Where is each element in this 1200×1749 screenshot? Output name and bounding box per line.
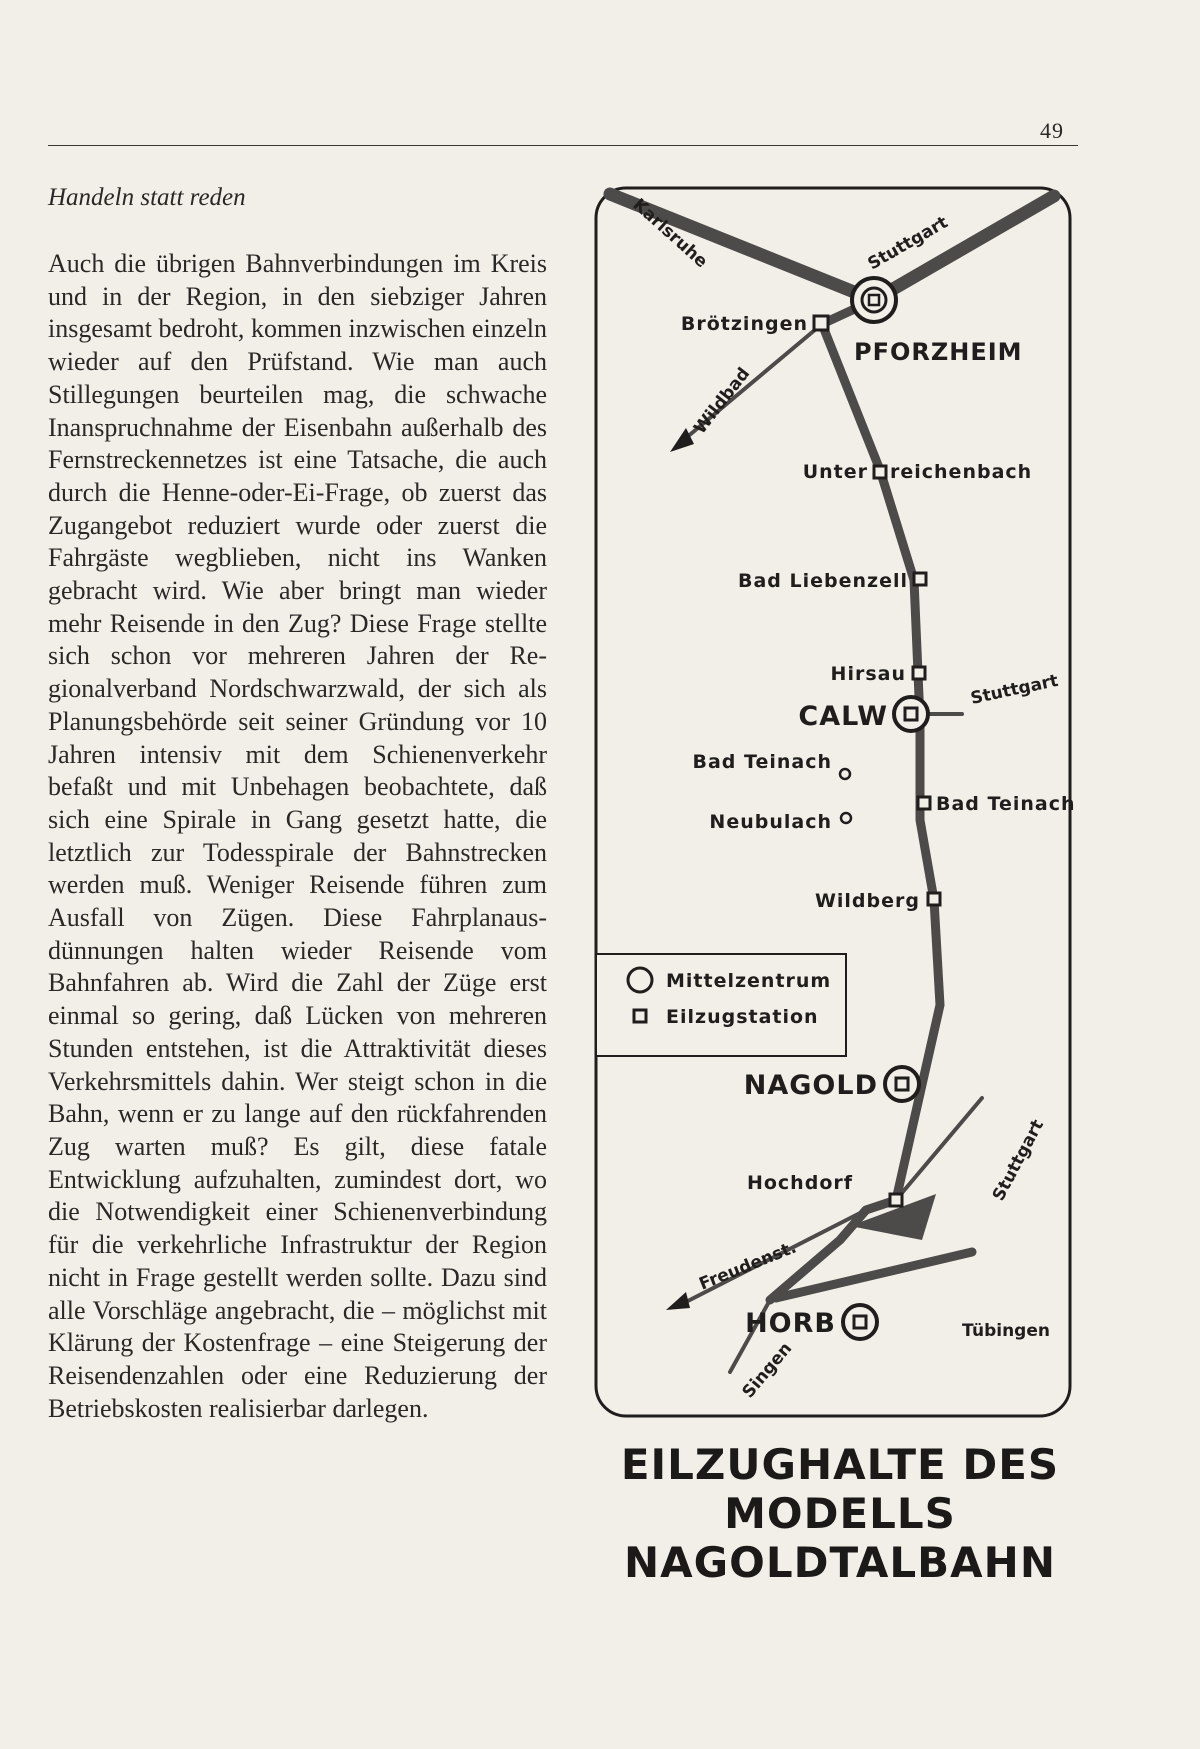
label-neubulach: Neubulach bbox=[709, 811, 832, 833]
label-bad-teinach-town: Bad Teinach bbox=[692, 751, 832, 773]
label-bad-teinach-station: Bad Teinach bbox=[936, 793, 1076, 815]
label-horb: HORB bbox=[745, 1308, 836, 1339]
direction-label-stuttgart-top: Stuttgart bbox=[864, 212, 952, 275]
label-bad-liebenzell: Bad Liebenzell bbox=[737, 570, 908, 592]
direction-label-stuttgart-nagold: Stuttgart bbox=[988, 1116, 1049, 1205]
direction-label-stuttgart-calw: Stuttgart bbox=[968, 670, 1060, 709]
header-rule bbox=[48, 145, 1078, 146]
town-bad-teinach bbox=[840, 769, 850, 779]
station-reichenbach bbox=[874, 466, 886, 478]
article-body: Auch die übrigen Bahnverbindungen im Kreis und in der Region, in den siebziger Jahren insgesamt bedroht, kommen inzwischen einzeln wieder auf den Prüfstand. Wie man auch Stillegungen beurteilen mag, die schwache Inanspruchnahme der Eisenbahn außerhalb des Fernstreckennetzes ist eine Tatsache, die auch durch die Henne-oder-Ei-Frage, ob zuerst das Zugangebot reduziert wurde oder zuerst die Fahrgäste wegblieben, nicht ins Wanken gebracht wird. Wie aber bringt man wieder mehr Reisende in den Zug? Diese Frage stellte sich schon vor mehreren Jahren der Regionalverband Nordschwarzwald, der sich als Planungsbehörde seit seiner Gründung vor 10 Jahren intensiv mit dem Schienenverkehr befaßt und mit Unbehagen beobachtete, daß sich eine Spirale in Gang gesetzt hatte, die letztlich zur Todesspirale der Bahnstrecken werden muß. Weniger Reisende führen zum Ausfall von Zügen. Diese Fahrplanausdünnungen halten wieder Reisende vom Bahnfahren ab. Wird die Zahl der Züge erst einmal so gering, daß Lücken von mehreren Stunden entstehen, ist die Attraktivität dieses Verkehrsmittels dahin. Wer steigt schon in die Bahn, wenn er zu lange auf den rückfahrenden Zug warten muß? Es gilt, diese fatale Entwicklung aufzuhalten, zumindest dort, wo die Notwendigkeit einer Schienenverbindung für die verkehrliche Infrastruktur der Region nicht in Frage gestellt werden sollte. Dazu sind alle Vorschläge angebracht, die – möglichst mit Klärung der Kostenfrage – eine Steigerung der Reisendenzahlen oder eine Reduzierung der Betriebskosten realisierbar darlegen. bbox=[48, 249, 547, 1423]
station-broetzingen bbox=[814, 316, 828, 330]
label-hochdorf: Hochdorf bbox=[746, 1172, 854, 1194]
station-hochdorf bbox=[890, 1194, 902, 1206]
map-title-line-2: MODELLS bbox=[724, 1489, 956, 1538]
railway-map bbox=[590, 180, 1090, 1600]
arrow-wildbad bbox=[670, 428, 694, 452]
map-title-line-3: NAGOLDTALBAHN bbox=[624, 1538, 1056, 1587]
station-bad-liebenzell bbox=[914, 573, 926, 585]
label-hirsau: Hirsau bbox=[830, 663, 906, 685]
label-pforzheim: PFORZHEIM bbox=[854, 338, 1023, 366]
direction-label-karlsruhe: Karlsruhe bbox=[628, 194, 712, 273]
label-unter: Unter bbox=[802, 461, 868, 483]
label-nagold: NAGOLD bbox=[743, 1070, 878, 1101]
station-bad-teinach bbox=[918, 797, 930, 809]
label-wildberg: Wildberg bbox=[814, 890, 920, 912]
mittelzentrum-nagold bbox=[885, 1067, 919, 1101]
arrow-freudenstadt bbox=[666, 1292, 690, 1310]
map-title-line-1: EILZUGHALTE DES bbox=[620, 1440, 1060, 1489]
town-neubulach bbox=[841, 813, 851, 823]
railway-map-graphic bbox=[590, 180, 1090, 1600]
rail-lines bbox=[610, 194, 1054, 1372]
label-reichenbach: reichenbach bbox=[890, 461, 1033, 483]
direction-label-tuebingen: Tübingen bbox=[962, 1321, 1050, 1341]
legend-eilzugstation-label: Eilzugstation bbox=[666, 1006, 819, 1028]
label-broetzingen: Brötzingen bbox=[680, 313, 808, 335]
rail-line-main bbox=[770, 300, 940, 1300]
direction-label-wildbad: Wildbad bbox=[690, 363, 755, 439]
station-hirsau bbox=[913, 667, 925, 679]
direction-label-singen: Singen bbox=[738, 1338, 797, 1403]
direction-label-freudenstadt: Freudenst. bbox=[696, 1237, 800, 1295]
mittelzentrum-pforzheim bbox=[852, 278, 896, 322]
article-heading: Handeln statt reden bbox=[48, 184, 246, 211]
mittelzentrum-calw bbox=[894, 697, 928, 731]
label-calw: CALW bbox=[798, 701, 888, 732]
mittelzentrum-horb bbox=[843, 1305, 877, 1339]
map-legend bbox=[596, 954, 846, 1056]
station-wildberg bbox=[928, 893, 940, 905]
page-number: 49 bbox=[1040, 118, 1064, 143]
legend-mittelzentrum-label: Mittelzentrum bbox=[666, 970, 832, 992]
map-title bbox=[590, 1440, 1090, 1587]
